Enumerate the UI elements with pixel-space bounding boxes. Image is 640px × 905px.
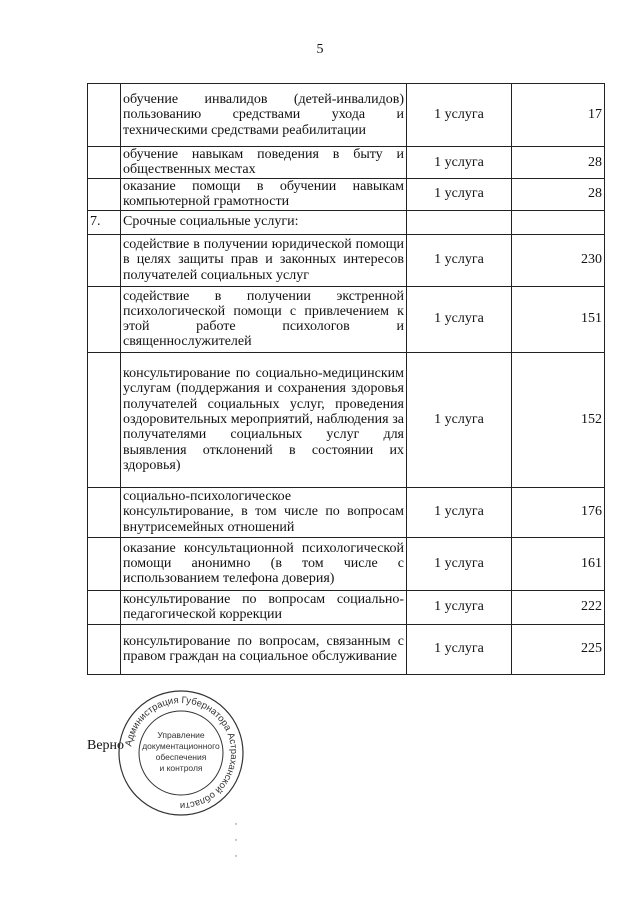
row-number-cell [88,178,121,210]
unit-cell: 1 услуга [407,352,512,487]
service-name-cell: консультирование по вопросам, связанным с правом граждан на социальное обслуживание [121,624,407,674]
unit-cell: 1 услуга [407,147,512,179]
price-cell: 225 [512,624,605,674]
table-row [88,590,605,624]
stamp-center-line-2: документационного [142,741,220,751]
page-number: 5 [316,42,324,57]
table-row [88,487,605,537]
unit-cell: 1 услуга [407,286,512,352]
verno-label: Верно [87,738,125,753]
unit-cell: 1 услуга [407,624,512,674]
services-table-body [88,84,605,675]
service-name-cell: содействие в получении юридической помощи в целях защиты прав и законных интересов получателей социальных услуг [121,234,407,286]
row-number-cell [88,234,121,286]
official-stamp [116,688,246,818]
table-row [88,210,605,234]
price-cell: 17 [512,84,605,147]
row-number-cell [88,84,121,147]
service-name-cell: социально-психологическое консультирование, в том числе по вопросам внутрисемейных отношений [121,487,407,537]
price-cell: 176 [512,487,605,537]
stamp-ring-text: Администрация Губернатора Астраханской области [123,694,240,812]
services-table [87,83,605,675]
row-number-cell [88,286,121,352]
row-number-cell [88,147,121,179]
price-cell [512,210,605,234]
table-row [88,178,605,210]
row-number-cell [88,352,121,487]
price-cell: 152 [512,352,605,487]
unit-cell: 1 услуга [407,178,512,210]
service-name-cell: оказание консультационной психологической помощи анонимно (в том числе с использованием телефона доверия) [121,537,407,590]
table-row [88,286,605,352]
unit-cell: 1 услуга [407,234,512,286]
unit-cell [407,210,512,234]
price-cell: 230 [512,234,605,286]
stamp-center-line-3: обеспечения [155,752,207,762]
table-row [88,147,605,179]
service-name-cell: оказание помощи в обучении навыкам компьютерной грамотности [121,178,407,210]
row-number-cell [88,590,121,624]
price-cell: 222 [512,590,605,624]
table-row [88,537,605,590]
table-row [88,624,605,674]
service-name-cell: консультирование по вопросам социально-педагогической коррекции [121,590,407,624]
table-row [88,352,605,487]
stamp-center-line-1: Управление [157,730,205,740]
service-name-cell: Срочные социальные услуги: [121,210,407,234]
service-name-cell: содействие в получении экстренной психологической помощи с привлечением к этой работе психологов и священнослужителей [121,286,407,352]
stamp-center-line-4: и контроля [159,763,203,773]
row-number-cell [88,487,121,537]
row-number-cell [88,624,121,674]
unit-cell: 1 услуга [407,84,512,147]
service-name-cell: обучение навыкам поведения в быту и общественных местах [121,147,407,179]
row-number-cell: 7. [88,210,121,234]
unit-cell: 1 услуга [407,537,512,590]
scan-dots [234,820,238,860]
unit-cell: 1 услуга [407,590,512,624]
price-cell: 161 [512,537,605,590]
table-row [88,84,605,147]
table-row [88,234,605,286]
unit-cell: 1 услуга [407,487,512,537]
service-name-cell: обучение инвалидов (детей-инвалидов) пользованию средствами ухода и техническими средствами реабилитации [121,84,407,147]
price-cell: 151 [512,286,605,352]
service-name-cell: консультирование по социально-медицинским услугам (поддержания и сохранения здоровья получателей социальных услуг, проведения оздоровительных мероприятий, наблюдения за получателями социальных услуг для выявления отклонений в состоянии их здоровья) [121,352,407,487]
price-cell: 28 [512,147,605,179]
price-cell: 28 [512,178,605,210]
row-number-cell [88,537,121,590]
